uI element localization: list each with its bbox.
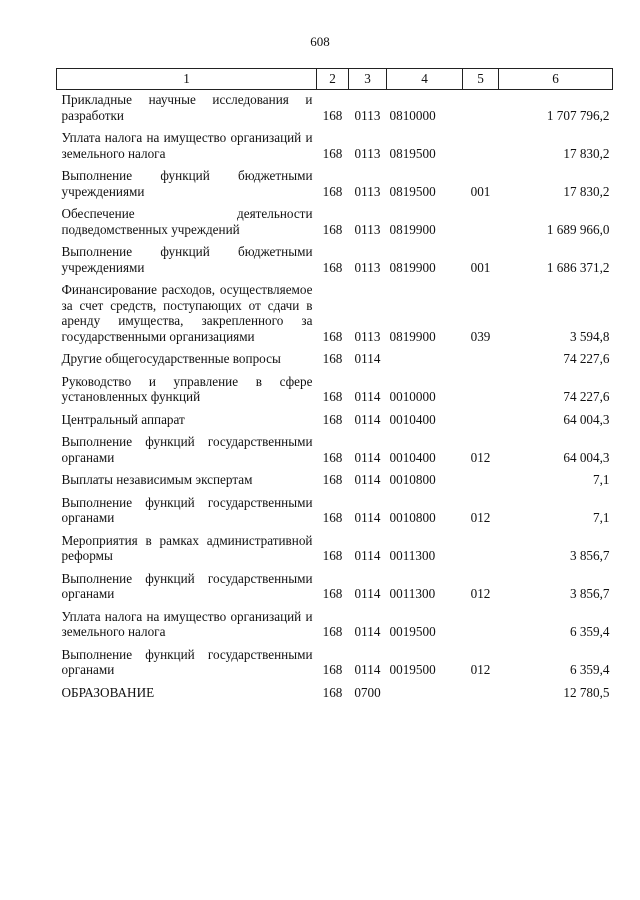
row-amount: 12 780,5 xyxy=(563,684,610,700)
budget-table xyxy=(56,68,613,705)
row-expense-type xyxy=(463,531,499,569)
row-expense-type xyxy=(463,372,499,410)
table-row xyxy=(57,683,613,706)
row-amount: 3 594,8 xyxy=(569,328,610,344)
row-target-code xyxy=(387,683,463,706)
row-gov-code: 168 xyxy=(322,221,343,237)
row-name: Обеспечение деятельности подведомственных учреждений xyxy=(61,206,313,237)
row-section-code: 0113 xyxy=(354,183,381,199)
column-header: 2 xyxy=(317,69,349,90)
row-expense-type xyxy=(463,90,499,129)
row-gov-code: 168 xyxy=(322,259,343,275)
row-gov-code: 168 xyxy=(322,411,343,427)
row-name: Выполнение функций бюджетными учреждениями xyxy=(61,168,313,199)
row-name: Выплаты независимым экспертам xyxy=(61,472,253,487)
row-gov-code: 168 xyxy=(322,586,343,601)
row-expense-type xyxy=(463,128,499,166)
row-amount: 7,1 xyxy=(593,472,610,487)
row-section-code: 0114 xyxy=(354,351,381,366)
row-amount: 1 707 796,2 xyxy=(546,107,610,123)
row-section-code: 0113 xyxy=(354,328,381,344)
row-amount: 64 004,3 xyxy=(563,449,610,465)
row-section-code: 0114 xyxy=(354,662,381,677)
row-target-code: 0019500 xyxy=(389,662,436,677)
table-row xyxy=(57,349,613,372)
row-amount: 74 227,6 xyxy=(563,351,610,366)
table-row xyxy=(57,166,613,204)
row-section-code: 0700 xyxy=(354,684,381,700)
row-target-code: 0019500 xyxy=(389,624,436,639)
row-gov-code: 168 xyxy=(322,624,343,639)
row-name: Руководство и управление в сфере установленных функций xyxy=(61,373,313,404)
row-name: ОБРАЗОВАНИЕ xyxy=(61,684,155,700)
table-row xyxy=(57,470,613,493)
row-section-code: 0113 xyxy=(354,221,381,237)
row-expense-type: 039 xyxy=(470,328,491,344)
row-target-code: 0010000 xyxy=(389,389,436,404)
header-row xyxy=(57,69,613,90)
row-expense-type: 012 xyxy=(470,586,491,601)
row-expense-type: 001 xyxy=(470,183,491,199)
table-row xyxy=(57,90,613,129)
column-header: 5 xyxy=(463,69,499,90)
table-row xyxy=(57,242,613,280)
row-target-code: 0819900 xyxy=(389,328,436,344)
row-name: Выполнение функций государственными органами xyxy=(61,434,313,465)
row-name: Выполнение функций государственными органами xyxy=(61,646,313,677)
row-target-code: 0010400 xyxy=(389,449,436,465)
row-name: Выполнение функций государственными органами xyxy=(61,570,313,601)
row-section-code: 0114 xyxy=(354,548,381,563)
row-amount: 74 227,6 xyxy=(563,389,610,404)
row-section-code: 0114 xyxy=(354,389,381,404)
table-row xyxy=(57,607,613,645)
row-amount: 64 004,3 xyxy=(563,411,610,427)
table-row xyxy=(57,372,613,410)
row-gov-code: 168 xyxy=(322,510,343,525)
row-gov-code: 168 xyxy=(322,351,343,366)
table-row xyxy=(57,410,613,433)
row-amount: 1 686 371,2 xyxy=(546,259,610,275)
row-expense-type xyxy=(463,683,499,706)
row-expense-type: 001 xyxy=(470,259,491,275)
row-section-code: 0114 xyxy=(354,411,381,427)
row-target-code: 0819500 xyxy=(389,145,436,161)
row-amount: 3 856,7 xyxy=(569,548,610,563)
row-name: Уплата налога на имущество организаций и земельного налога xyxy=(61,130,313,161)
table-row xyxy=(57,432,613,470)
table-row xyxy=(57,645,613,683)
column-header: 4 xyxy=(387,69,463,90)
row-target-code: 0010800 xyxy=(389,472,436,487)
row-expense-type xyxy=(463,204,499,242)
row-gov-code: 168 xyxy=(322,107,343,123)
table-body xyxy=(57,90,613,706)
row-name: Выполнение функций государственными органами xyxy=(61,494,313,525)
row-expense-type xyxy=(463,607,499,645)
table-row xyxy=(57,531,613,569)
page-number: 608 xyxy=(310,34,330,49)
table-row xyxy=(57,280,613,349)
row-section-code: 0114 xyxy=(354,586,381,601)
row-gov-code: 168 xyxy=(322,662,343,677)
row-section-code: 0114 xyxy=(354,624,381,639)
table-row xyxy=(57,128,613,166)
row-amount: 17 830,2 xyxy=(563,183,610,199)
row-gov-code: 168 xyxy=(322,145,343,161)
table-row xyxy=(57,204,613,242)
row-target-code: 0011300 xyxy=(389,586,436,601)
row-amount: 6 359,4 xyxy=(569,624,610,639)
row-section-code: 0114 xyxy=(354,510,381,525)
row-section-code: 0113 xyxy=(354,145,381,161)
row-gov-code: 168 xyxy=(322,183,343,199)
row-expense-type xyxy=(463,410,499,433)
row-amount: 6 359,4 xyxy=(569,662,610,677)
row-amount: 17 830,2 xyxy=(563,145,610,161)
row-expense-type: 012 xyxy=(470,510,491,525)
column-header: 6 xyxy=(499,69,613,90)
row-target-code: 0010800 xyxy=(389,510,436,525)
row-target-code: 0010400 xyxy=(389,411,436,427)
row-target-code: 0819500 xyxy=(389,183,436,199)
row-name: Прикладные научные исследования и разработки xyxy=(61,92,313,123)
row-target-code: 0819900 xyxy=(389,221,436,237)
row-expense-type: 012 xyxy=(470,449,491,465)
row-target-code: 0819900 xyxy=(389,259,436,275)
row-target-code: 0810000 xyxy=(389,107,436,123)
row-expense-type xyxy=(463,349,499,372)
row-gov-code: 168 xyxy=(322,472,343,487)
column-header: 3 xyxy=(349,69,387,90)
row-name: Другие общегосударственные вопросы xyxy=(61,351,281,366)
row-expense-type: 012 xyxy=(470,662,491,677)
row-name: Мероприятия в рамках административной реформы xyxy=(61,532,313,563)
row-name: Уплата налога на имущество организаций и земельного налога xyxy=(61,608,313,639)
row-section-code: 0113 xyxy=(354,259,381,275)
column-header: 1 xyxy=(57,69,317,90)
row-gov-code: 168 xyxy=(322,389,343,404)
row-amount: 3 856,7 xyxy=(569,586,610,601)
row-expense-type xyxy=(463,470,499,493)
row-section-code: 0114 xyxy=(354,472,381,487)
table-row xyxy=(57,493,613,531)
row-section-code: 0113 xyxy=(354,107,381,123)
row-amount: 1 689 966,0 xyxy=(546,221,610,237)
row-gov-code: 168 xyxy=(322,449,343,465)
row-gov-code: 168 xyxy=(322,684,343,700)
row-gov-code: 168 xyxy=(322,548,343,563)
table-row xyxy=(57,569,613,607)
row-amount: 7,1 xyxy=(593,510,610,525)
row-name: Выполнение функций бюджетными учреждениями xyxy=(61,244,313,275)
row-target-code: 0011300 xyxy=(389,548,436,563)
row-name: Центральный аппарат xyxy=(61,411,185,427)
row-gov-code: 168 xyxy=(322,328,343,344)
row-section-code: 0114 xyxy=(354,449,381,465)
row-target-code xyxy=(387,349,463,372)
row-name: Финансирование расходов, осуществляемое за счет средств, поступающих от сдачи в аренду имущества, закрепленного за государственными организациями xyxy=(61,282,313,344)
